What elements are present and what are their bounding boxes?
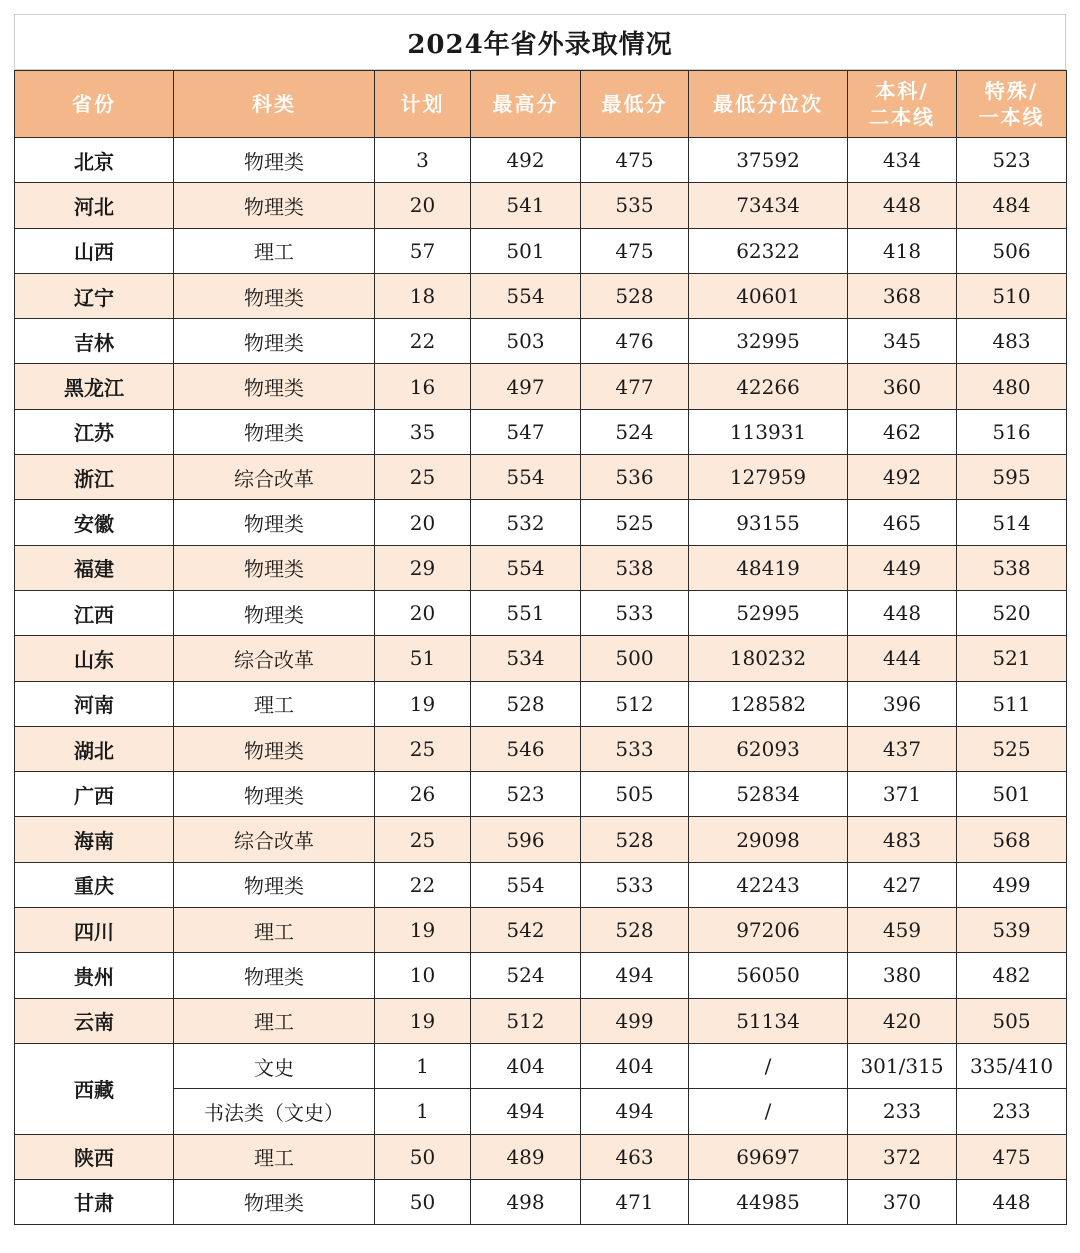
cell-special-line: 523 [957, 138, 1067, 183]
header-benke-line [848, 71, 957, 138]
cell-max-score: 503 [471, 319, 581, 364]
cell-benke-line: 420 [848, 998, 957, 1043]
cell-max-score: 542 [471, 908, 581, 953]
table-row [15, 409, 1067, 454]
cell-min-score: 525 [581, 500, 689, 545]
cell-min-score: 528 [581, 273, 689, 318]
cell-special-line: 568 [957, 817, 1067, 862]
cell-benke-line: 418 [848, 228, 957, 273]
table-row [15, 455, 1067, 500]
header-row [15, 71, 1067, 138]
cell-category: 理工 [174, 1134, 375, 1179]
cell-province: 陕西 [15, 1134, 174, 1179]
cell-min-rank: 69697 [689, 1134, 848, 1179]
cell-category: 文史 [174, 1043, 375, 1088]
cell-min-rank: 52995 [689, 590, 848, 635]
cell-max-score: 523 [471, 772, 581, 817]
table-row [15, 500, 1067, 545]
cell-province: 福建 [15, 545, 174, 590]
cell-max-score: 534 [471, 636, 581, 681]
cell-special-line: 448 [957, 1179, 1067, 1224]
cell-province: 山西 [15, 228, 174, 273]
table-row [15, 138, 1067, 183]
cell-special-line: 482 [957, 953, 1067, 998]
cell-plan: 18 [375, 273, 471, 318]
cell-min-rank: 180232 [689, 636, 848, 681]
cell-min-score: 500 [581, 636, 689, 681]
table-row [15, 273, 1067, 318]
cell-max-score: 596 [471, 817, 581, 862]
cell-min-rank: 97206 [689, 908, 848, 953]
cell-min-rank: 113931 [689, 409, 848, 454]
table-row [15, 681, 1067, 726]
cell-plan: 26 [375, 772, 471, 817]
cell-benke-line: 427 [848, 862, 957, 907]
cell-min-rank: 42243 [689, 862, 848, 907]
cell-province: 贵州 [15, 953, 174, 998]
cell-province: 四川 [15, 908, 174, 953]
cell-province: 浙江 [15, 455, 174, 500]
cell-min-rank: 52834 [689, 772, 848, 817]
cell-special-line: 539 [957, 908, 1067, 953]
cell-min-rank: 128582 [689, 681, 848, 726]
cell-min-score: 535 [581, 183, 689, 228]
cell-max-score: 541 [471, 183, 581, 228]
table-row [15, 953, 1067, 998]
cell-min-rank: 37592 [689, 138, 848, 183]
cell-special-line: 514 [957, 500, 1067, 545]
cell-province: 海南 [15, 817, 174, 862]
cell-category: 物理类 [174, 500, 375, 545]
cell-plan: 19 [375, 998, 471, 1043]
cell-special-line: 480 [957, 364, 1067, 409]
table-row [15, 726, 1067, 771]
table-row [15, 908, 1067, 953]
cell-max-score: 492 [471, 138, 581, 183]
cell-plan: 51 [375, 636, 471, 681]
cell-benke-line: 372 [848, 1134, 957, 1179]
cell-category: 物理类 [174, 273, 375, 318]
cell-province: 河北 [15, 183, 174, 228]
cell-category: 物理类 [174, 409, 375, 454]
cell-benke-line: 449 [848, 545, 957, 590]
cell-benke-line: 368 [848, 273, 957, 318]
cell-min-rank: 32995 [689, 319, 848, 364]
cell-province: 辽宁 [15, 273, 174, 318]
cell-province: 山东 [15, 636, 174, 681]
cell-category: 理工 [174, 681, 375, 726]
cell-province: 湖北 [15, 726, 174, 771]
cell-plan: 57 [375, 228, 471, 273]
table-row [15, 817, 1067, 862]
header-plan: 计划 [375, 71, 471, 138]
table-row [15, 183, 1067, 228]
cell-category: 综合改革 [174, 817, 375, 862]
cell-benke-line: 360 [848, 364, 957, 409]
cell-min-rank: 51134 [689, 998, 848, 1043]
cell-province: 云南 [15, 998, 174, 1043]
cell-special-line: 505 [957, 998, 1067, 1043]
cell-max-score: 528 [471, 681, 581, 726]
cell-min-score: 528 [581, 817, 689, 862]
cell-province: 黑龙江 [15, 364, 174, 409]
cell-min-rank: 48419 [689, 545, 848, 590]
cell-min-rank: / [689, 1089, 848, 1134]
cell-benke-line: 345 [848, 319, 957, 364]
cell-min-score: 533 [581, 590, 689, 635]
cell-benke-line: 483 [848, 817, 957, 862]
cell-category: 物理类 [174, 726, 375, 771]
table-row [15, 364, 1067, 409]
cell-benke-line: 434 [848, 138, 957, 183]
cell-max-score: 546 [471, 726, 581, 771]
cell-special-line: 475 [957, 1134, 1067, 1179]
cell-min-score: 494 [581, 953, 689, 998]
cell-plan: 25 [375, 817, 471, 862]
cell-benke-line: 448 [848, 183, 957, 228]
cell-category: 物理类 [174, 590, 375, 635]
cell-benke-line: 380 [848, 953, 957, 998]
cell-plan: 20 [375, 500, 471, 545]
cell-max-score: 554 [471, 455, 581, 500]
cell-min-score: 499 [581, 998, 689, 1043]
cell-special-line: 510 [957, 273, 1067, 318]
cell-category: 物理类 [174, 1179, 375, 1224]
cell-special-line: 233 [957, 1089, 1067, 1134]
cell-max-score: 554 [471, 273, 581, 318]
cell-max-score: 501 [471, 228, 581, 273]
cell-category: 理工 [174, 908, 375, 953]
cell-plan: 19 [375, 908, 471, 953]
cell-max-score: 554 [471, 545, 581, 590]
cell-min-score: 538 [581, 545, 689, 590]
cell-max-score: 524 [471, 953, 581, 998]
cell-max-score: 512 [471, 998, 581, 1043]
cell-category: 理工 [174, 228, 375, 273]
cell-plan: 16 [375, 364, 471, 409]
cell-benke-line: 396 [848, 681, 957, 726]
header-special-line-1: 特殊/ [984, 79, 1039, 103]
cell-min-score: 505 [581, 772, 689, 817]
cell-special-line: 484 [957, 183, 1067, 228]
cell-province: 江苏 [15, 409, 174, 454]
admissions-sheet [14, 14, 1066, 1225]
cell-min-score: 476 [581, 319, 689, 364]
cell-min-score: 512 [581, 681, 689, 726]
cell-category: 书法类（文史） [174, 1089, 375, 1134]
table-row [15, 545, 1067, 590]
cell-max-score: 404 [471, 1043, 581, 1088]
header-special-line [957, 71, 1067, 138]
cell-benke-line: 448 [848, 590, 957, 635]
cell-special-line: 483 [957, 319, 1067, 364]
cell-min-rank: 127959 [689, 455, 848, 500]
cell-min-rank: 93155 [689, 500, 848, 545]
cell-category: 物理类 [174, 183, 375, 228]
cell-province: 吉林 [15, 319, 174, 364]
header-min-score: 最低分 [581, 71, 689, 138]
cell-category: 理工 [174, 998, 375, 1043]
cell-min-score: 477 [581, 364, 689, 409]
cell-plan: 25 [375, 455, 471, 500]
cell-plan: 22 [375, 319, 471, 364]
header-province: 省份 [15, 71, 174, 138]
table-row [15, 862, 1067, 907]
cell-category: 物理类 [174, 138, 375, 183]
cell-province: 甘肃 [15, 1179, 174, 1224]
cell-min-score: 533 [581, 862, 689, 907]
table-body [15, 138, 1067, 1225]
table-row [15, 1179, 1067, 1224]
cell-plan: 20 [375, 590, 471, 635]
cell-max-score: 547 [471, 409, 581, 454]
cell-special-line: 499 [957, 862, 1067, 907]
cell-plan: 10 [375, 953, 471, 998]
cell-min-score: 404 [581, 1043, 689, 1088]
table-row [15, 772, 1067, 817]
cell-plan: 29 [375, 545, 471, 590]
cell-category: 物理类 [174, 364, 375, 409]
cell-plan: 25 [375, 726, 471, 771]
cell-special-line: 595 [957, 455, 1067, 500]
cell-plan: 1 [375, 1043, 471, 1088]
cell-min-score: 463 [581, 1134, 689, 1179]
cell-min-score: 528 [581, 908, 689, 953]
cell-min-rank: 40601 [689, 273, 848, 318]
cell-min-score: 494 [581, 1089, 689, 1134]
cell-min-score: 533 [581, 726, 689, 771]
cell-special-line: 521 [957, 636, 1067, 681]
cell-benke-line: 437 [848, 726, 957, 771]
cell-min-rank: 42266 [689, 364, 848, 409]
cell-benke-line: 492 [848, 455, 957, 500]
cell-category: 物理类 [174, 545, 375, 590]
table-title: 2024年省外录取情况 [14, 14, 1066, 70]
cell-benke-line: 459 [848, 908, 957, 953]
cell-special-line: 538 [957, 545, 1067, 590]
table-row [15, 636, 1067, 681]
cell-plan: 3 [375, 138, 471, 183]
cell-plan: 1 [375, 1089, 471, 1134]
cell-min-rank: / [689, 1043, 848, 1088]
cell-plan: 20 [375, 183, 471, 228]
cell-max-score: 554 [471, 862, 581, 907]
cell-category: 物理类 [174, 319, 375, 364]
cell-province: 北京 [15, 138, 174, 183]
cell-benke-line: 301/315 [848, 1043, 957, 1088]
cell-min-score: 471 [581, 1179, 689, 1224]
cell-min-rank: 62322 [689, 228, 848, 273]
admissions-table [14, 70, 1067, 1225]
table-row [15, 1043, 1067, 1088]
cell-plan: 50 [375, 1134, 471, 1179]
cell-special-line: 511 [957, 681, 1067, 726]
cell-benke-line: 371 [848, 772, 957, 817]
cell-category: 物理类 [174, 772, 375, 817]
cell-benke-line: 233 [848, 1089, 957, 1134]
cell-min-score: 524 [581, 409, 689, 454]
header-max-score: 最高分 [471, 71, 581, 138]
table-row [15, 228, 1067, 273]
cell-province: 江西 [15, 590, 174, 635]
cell-province: 河南 [15, 681, 174, 726]
cell-min-rank: 44985 [689, 1179, 848, 1224]
cell-plan: 50 [375, 1179, 471, 1224]
cell-min-rank: 73434 [689, 183, 848, 228]
cell-max-score: 532 [471, 500, 581, 545]
cell-benke-line: 370 [848, 1179, 957, 1224]
cell-province: 西藏 [15, 1043, 174, 1134]
cell-max-score: 494 [471, 1089, 581, 1134]
cell-special-line: 525 [957, 726, 1067, 771]
table-row [15, 998, 1067, 1043]
cell-benke-line: 444 [848, 636, 957, 681]
header-special-line-2: 一本线 [978, 105, 1045, 129]
header-min-rank: 最低分位次 [689, 71, 848, 138]
cell-min-score: 536 [581, 455, 689, 500]
header-benke-line-2: 二本线 [869, 105, 935, 129]
cell-min-score: 475 [581, 228, 689, 273]
table-row [15, 590, 1067, 635]
header-benke-line-1: 本科/ [875, 79, 929, 103]
cell-min-rank: 56050 [689, 953, 848, 998]
cell-plan: 19 [375, 681, 471, 726]
cell-province: 广西 [15, 772, 174, 817]
cell-province: 安徽 [15, 500, 174, 545]
cell-plan: 22 [375, 862, 471, 907]
cell-special-line: 501 [957, 772, 1067, 817]
cell-benke-line: 462 [848, 409, 957, 454]
cell-benke-line: 465 [848, 500, 957, 545]
cell-min-score: 475 [581, 138, 689, 183]
table-row [15, 319, 1067, 364]
cell-max-score: 551 [471, 590, 581, 635]
cell-min-rank: 29098 [689, 817, 848, 862]
cell-special-line: 335/410 [957, 1043, 1067, 1088]
cell-max-score: 498 [471, 1179, 581, 1224]
cell-category: 综合改革 [174, 455, 375, 500]
cell-category: 物理类 [174, 953, 375, 998]
cell-min-rank: 62093 [689, 726, 848, 771]
cell-max-score: 489 [471, 1134, 581, 1179]
cell-special-line: 516 [957, 409, 1067, 454]
cell-special-line: 506 [957, 228, 1067, 273]
cell-province: 重庆 [15, 862, 174, 907]
cell-max-score: 497 [471, 364, 581, 409]
cell-category: 物理类 [174, 862, 375, 907]
table-row [15, 1134, 1067, 1179]
cell-category: 综合改革 [174, 636, 375, 681]
header-category: 科类 [174, 71, 375, 138]
cell-plan: 35 [375, 409, 471, 454]
cell-special-line: 520 [957, 590, 1067, 635]
